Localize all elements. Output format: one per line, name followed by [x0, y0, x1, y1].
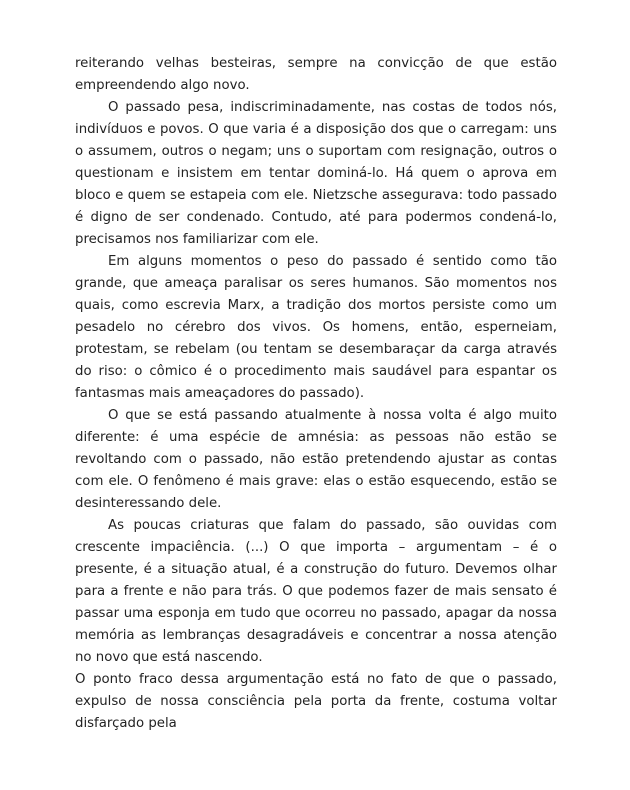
document-page [75, 53, 557, 735]
paragraph-4: O que se está passando atualmente à nossa volta é algo muito diferente: é uma espécie de amnésia: as pessoas não estão se revoltando com o passado, não estão pretendendo ajustar as contas com ele. O fenômeno é mais grave: elas o estão esquecendo, estão se desinteressando dele. [75, 408, 557, 511]
paragraph-1: reiterando velhas besteiras, sempre na convicção de que estão empreendendo algo novo. [75, 56, 557, 93]
paragraph-2: O passado pesa, indiscriminadamente, nas costas de todos nós, indivíduos e povos. O que varia é a disposição dos que o carregam: uns o assumem, outros o negam; uns o suportam com resignação, outros o questionam e insistem em tentar dominá-lo. Há quem o aprova em bloco e quem se estapeia com ele. Nietzsche assegurava: todo passado é digno de ser condenado. Contudo, até para podermos condená-lo, precisamos nos familiarizar com ele. [75, 100, 557, 247]
paragraph-6: O ponto fraco dessa argumentação está no fato de que o passado, expulso de nossa consciência pela porta da frente, costuma voltar disfarçado pela [75, 672, 557, 731]
paragraph-3: Em alguns momentos o peso do passado é sentido como tão grande, que ameaça paralisar os seres humanos. São momentos nos quais, como escrevia Marx, a tradição dos mortos persiste como um pesadelo no cérebro dos vivos. Os homens, então, esperneiam, protestam, se rebelam (ou tentam se desembaraçar da carga através do riso: o cômico é o procedimento mais saudável para espantar os fantasmas mais ameaçadores do passado). [75, 254, 557, 401]
paragraph-5: As poucas criaturas que falam do passado, são ouvidas com crescente impaciência. (...) O que importa – argumentam – é o presente, é a situação atual, é a construção do futuro. Devemos olhar para a frente e não para trás. O que podemos fazer de mais sensato é passar uma esponja em tudo que ocorreu no passado, apagar da nossa memória as lembranças desagradáveis e concentrar a nossa atenção no novo que está nascendo. [75, 518, 557, 665]
